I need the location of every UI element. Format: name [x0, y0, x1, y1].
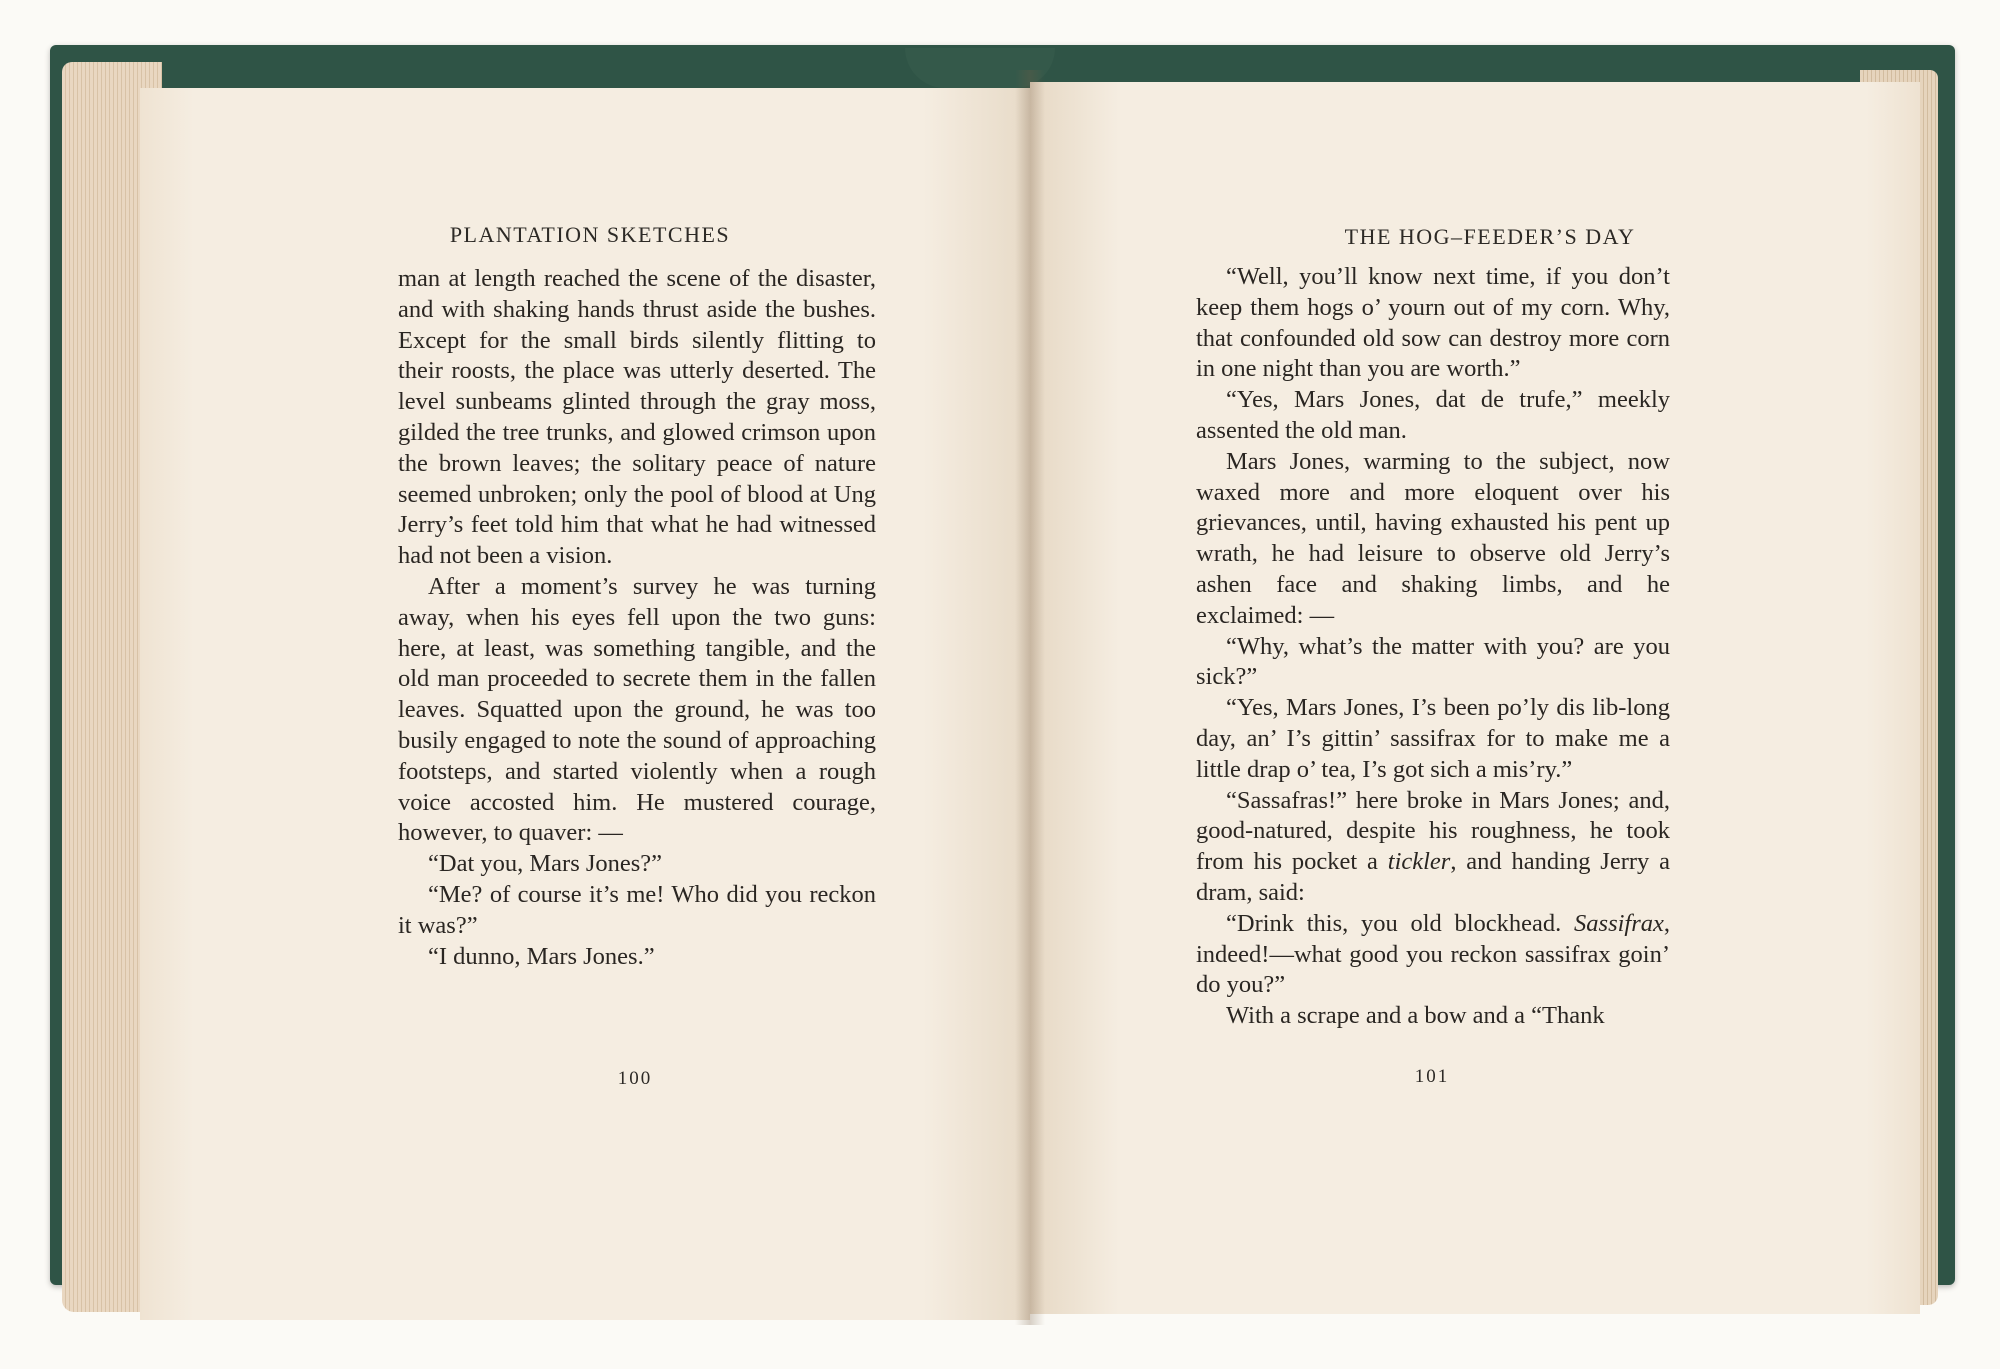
italic-word: tickler: [1387, 848, 1451, 876]
text-run: “Sassafras!” here broke in Mars Jones; and, good-natured, despite his roughness, he took from his pocket a: [1196, 786, 1670, 876]
text-run: , and handing Jerry a dram, said:: [1196, 848, 1670, 906]
right-running-head: THE HOG–FEEDER’S DAY: [1344, 224, 1636, 249]
paragraph: [1196, 786, 1670, 909]
paragraph: With a scrape and a bow and a “Thank: [1226, 1002, 1605, 1030]
right-page: [1030, 82, 1920, 1314]
page-gutter: [1015, 70, 1045, 1325]
left-running-head: PLANTATION SKETCHES: [449, 222, 731, 247]
paragraph: “Me? of course it’s me! Who did you reckon it was?”: [398, 880, 876, 939]
left-page-text: [398, 264, 876, 972]
paragraph: man at length reached the scene of the disaster, and with shaking hands thrust aside the bushes. Except for the small birds silently flitting to their roosts, the place was utterly deserted. The level sunbeams glinted through the gray moss, gilded the tree trunks, and glowed crimson upon the brown leaves; the solitary peace of nature seemed unbroken; only the pool of blood at Ung Jerry’s feet told him that what he had witnessed had not been a vision.: [398, 265, 876, 570]
left-page-number: 100: [617, 1068, 653, 1089]
paragraph: “Well, you’ll know next time, if you don’t keep them hogs o’ yourn out of my corn. Why, that confounded old sow can destroy more corn in one night than you are worth.”: [1196, 263, 1670, 383]
paragraph: “Yes, Mars Jones, dat de trufe,” meekly assented the old man.: [1196, 386, 1670, 444]
paragraph: “Dat you, Mars Jones?”: [428, 850, 663, 878]
paragraph: [1196, 909, 1670, 1001]
paragraph: “Why, what’s the matter with you? are you sick?”: [1196, 632, 1670, 691]
right-page-number: 101: [1414, 1066, 1450, 1087]
paragraph: Mars Jones, warming to the subject, now waxed more and more eloquent over his grievances, until, having exhausted his pent up wrath, he had leisure to observe old Jerry’s ashen face and shaking limbs, and he exclaimed: —: [1196, 447, 1670, 629]
text-run: “Drink this, you old blockhead.: [1226, 909, 1575, 937]
paragraph: After a moment’s survey he was turning away, when his eyes fell upon the two guns: here, at least, was something tangible, and the old man proceeded to secrete them in the fallen leaves. Squatted upon the ground, he was too busily engaged to note the sound of approaching footsteps, and started violently when a rough voice accosted him. He mustered courage, however, to quaver: —: [398, 572, 876, 847]
paragraph: “I dunno, Mars Jones.”: [428, 942, 655, 970]
italic-word: Sassifrax: [1574, 909, 1664, 937]
text-run: , indeed!—what good you reckon sassifrax goin’ do you?”: [1196, 909, 1670, 999]
paragraph: “Yes, Mars Jones, I’s been po’ly dis lib-long day, an’ I’s gittin’ sassifrax for to make me a little drap o’ tea, I’s got sich a mis’ry.”: [1196, 694, 1670, 783]
right-page-text: [1196, 262, 1670, 1032]
left-page: [140, 88, 1030, 1320]
